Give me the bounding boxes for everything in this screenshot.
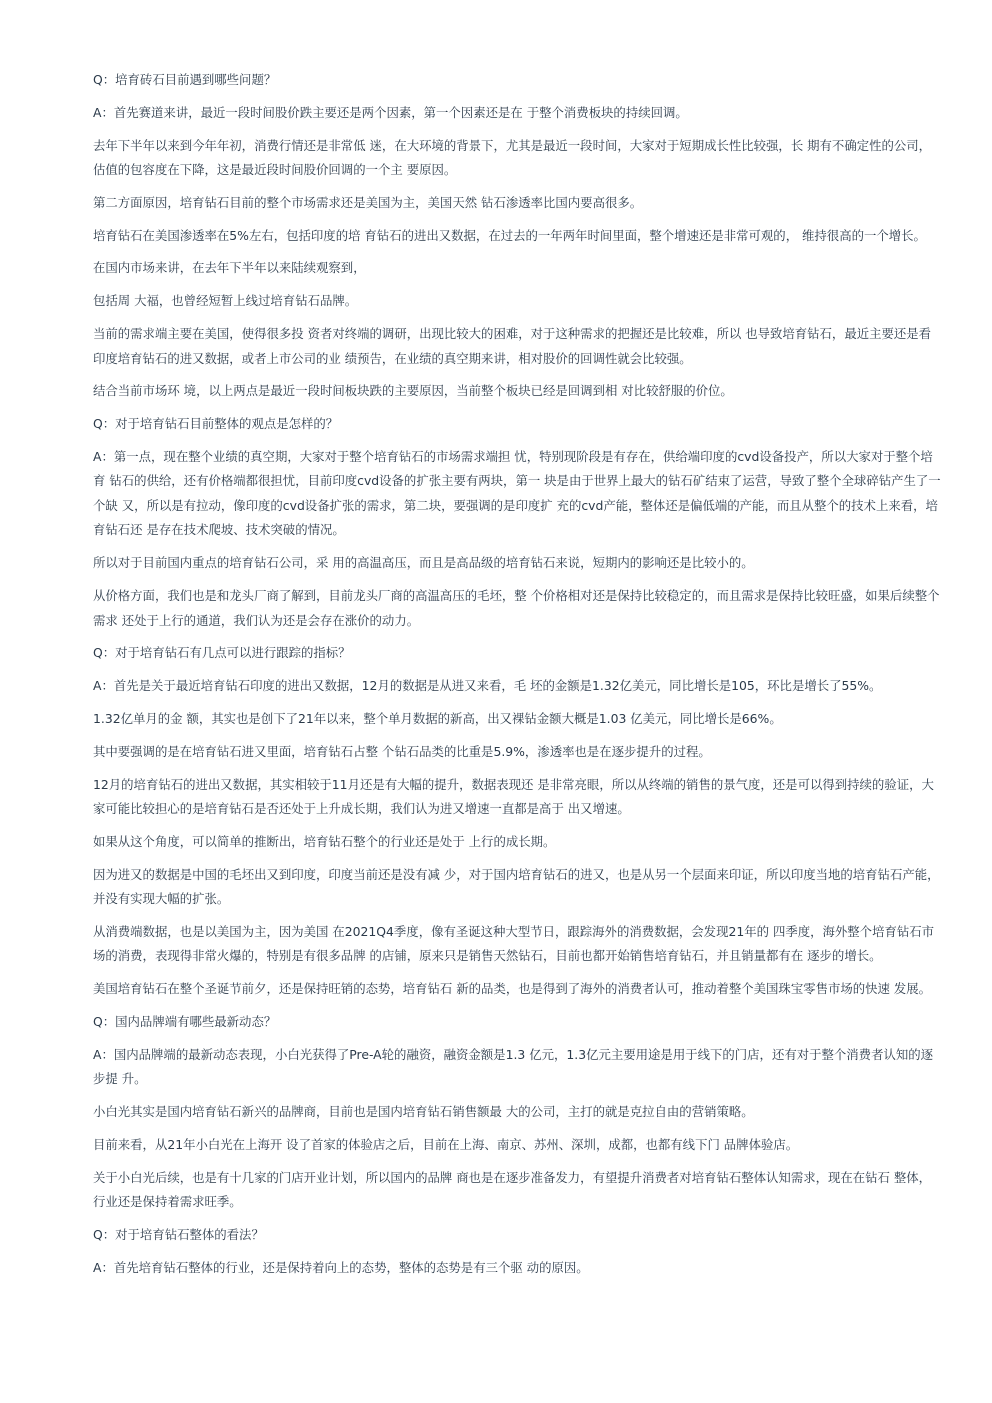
answer-paragraph: 培育钻石在美国渗透率在5%左右，包括印度的培 育钻石的进出又数据，在过去的一年两年时间里面，整个增速还是非常可观的， 维持很高的一个增长。 bbox=[93, 227, 926, 243]
answer-paragraph: 如果从这个角度，可以简单的推断出，培育钻石整个的行业还是处于 上行的成长期。 bbox=[93, 833, 556, 849]
answer-paragraph: 结合当前市场环 境，以上两点是最近一段时间板块跌的主要原因，当前整个板块已经是回调到相 对比较舒服的价位。 bbox=[93, 383, 733, 399]
answer-paragraph: 从消费端数据，也是以美国为主，因为美国 在2021Q4季度，像有圣诞这种大型节日，跟踪海外的消费数据，会发现21年的 四季度，海外整个培育钻石市场的消费，表现得非常火爆的，特别是有很多品牌 的店铺，原来只是销售天然钻石，目前也都开始销售培育钻石，并且销量都有在 逐步的增长。 bbox=[93, 923, 935, 964]
document-body bbox=[93, 68, 943, 1289]
answer-paragraph: 小白光其实是国内培育钻石新兴的品牌商，目前也是国内培育钻石销售额最 大的公司，主打的就是克拉自由的营销策略。 bbox=[93, 1104, 754, 1120]
answer-paragraph: A：国内品牌端的最新动态表现，小白光获得了Pre-A轮的融资，融资金额是1.3 亿元，1.3亿元主要用途是用于线下的门店，还有对于整个消费者认知的逐步提 升。 bbox=[93, 1046, 934, 1087]
answer-paragraph: 当前的需求端主要在美国，使得很多投 资者对终端的调研，出现比较大的困难，对于这种需求的把握还是比较难，所以 也导致培育钻石，最近主要还是看印度培育钻石的进又数据，或者上市公司的业 绩预告，在业绩的真空期来讲，相对股价的回调性就会比较强。 bbox=[93, 326, 932, 366]
answer-paragraph: 去年下半年以来到今年年初，消费行情还是非常低 迷，在大环境的背景下，尤其是最近一段时间，大家对于短期成长性比较强，长 期有不确定性的公司，估值的包容度在下降，这是最近段时间股价回调的一个主 要原因。 bbox=[93, 137, 932, 178]
answer-paragraph: 包括周 大福，也曾经短暂上线过培育钻石品牌。 bbox=[93, 293, 358, 309]
answer-paragraph: 从价格方面，我们也是和龙头厂商了解到，目前龙头厂商的高温高压的毛坯，整 个价格相对还是保持比较稳定的，而且需求是保持比较旺盛，如果后续整个需求 还处于上行的通道，我们认为还是会存在涨价的动力。 bbox=[93, 588, 940, 628]
answer-paragraph: 1.32亿单月的金 额，其实也是创下了21年以来，整个单月数据的新高，出又裸钻金额大概是1.03 亿美元，同比增长是66%。 bbox=[93, 710, 782, 726]
answer-paragraph: 关于小白光后续，也是有十几家的门店开业计划，所以国内的品牌 商也是在逐步准备发力，有望提升消费者对培育钻石整体认知需求，现在在钻石 整体，行业还是保持着需求旺季。 bbox=[93, 1169, 932, 1210]
answer-paragraph: 其中要强调的是在培育钻石进又里面，培育钻石占整 个钻石品类的比重是5.9%，渗透率也是在逐步提升的过程。 bbox=[93, 743, 711, 759]
answer-paragraph: A：首先赛道来讲，最近一段时间股价跌主要还是两个因素，第一个因素还是在 于整个消费板块的持续回调。 bbox=[93, 104, 688, 120]
question-4: Q：国内品牌端有哪些最新动态？ bbox=[93, 1014, 277, 1030]
answer-paragraph: 在国内市场来讲，在去年下半年以来陆续观察到， bbox=[93, 260, 366, 276]
answer-paragraph: A：第一点，现在整个业绩的真空期，大家对于整个培育钻石的市场需求端担 忧，特别现阶段是有存在，供给端印度的cvd设备投产，所以大家对于整个培育 钻石的供给，还有价格端都很担忧，目前印度cvd设备的扩张主要有两块，第一 块是由于世界上最大的钻石矿结束了运营，导致了整个全球碎钻产生了一个缺 又，所以是有拉动，像印度的cvd设备扩张的需求，第二块，要强调的是印度扩 充的cvd产能，整体还是偏低端的产能，而且从整个的技术上来看，培育钻石还 是存在技术爬坡、技术突破的情况。 bbox=[93, 448, 941, 538]
answer-paragraph: 12月的培育钻石的进出又数据，其实相较于11月还是有大幅的提升，数据表现还 是非常亮眼，所以从终端的销售的景气度，还是可以得到持续的验证，大家可能比较担心的是培育钻石是否还处于上升成长期，我们认为进又增速一直都是高于 出又增速。 bbox=[93, 776, 934, 817]
answer-paragraph: A：首先是关于最近培育钻石印度的进出又数据，12月的数据是从进又来看，毛 坯的金额是1.32亿美元，同比增长是105，环比是增长了55%。 bbox=[93, 678, 882, 694]
question-3: Q：对于培育钻石有几点可以进行跟踪的指标？ bbox=[93, 645, 351, 661]
question-1: Q：培育砖石目前遇到哪些问题？ bbox=[93, 72, 277, 87]
answer-paragraph: 第二方面原因，培育钻石目前的整个市场需求还是美国为主，美国天然 钻石渗透率比国内要高很多。 bbox=[93, 194, 643, 210]
question-2: Q：对于培育钻石目前整体的观点是怎样的？ bbox=[93, 416, 339, 432]
answer-paragraph: A：首先培育钻石整体的行业，还是保持着向上的态势，整体的态势是有三个驱 动的原因。 bbox=[93, 1259, 589, 1275]
question-5: Q：对于培育钻石整体的看法？ bbox=[93, 1227, 264, 1243]
answer-paragraph: 目前来看，从21年小白光在上海开 设了首家的体验店之后，目前在上海、南京、苏州、深圳，成都，也都有线下门 品牌体验店。 bbox=[93, 1136, 799, 1152]
answer-paragraph: 美国培育钻石在整个圣诞节前夕，还是保持旺销的态势，培育钻石 新的品类，也是得到了海外的消费者认可，推动着整个美国珠宝零售市场的快速 发展。 bbox=[93, 981, 932, 997]
answer-paragraph: 因为进又的数据是中国的毛坯出又到印度，印度当前还是没有减 少，对于国内培育钻石的进又，也是从另一个层面来印证，所以印度当地的培育钻石产能，并没有实现大幅的扩张。 bbox=[93, 866, 940, 907]
answer-paragraph: 所以对于目前国内重点的培育钻石公司，采 用的高温高压，而且是高品级的培育钻石来说，短期内的影响还是比较小的。 bbox=[93, 555, 754, 571]
